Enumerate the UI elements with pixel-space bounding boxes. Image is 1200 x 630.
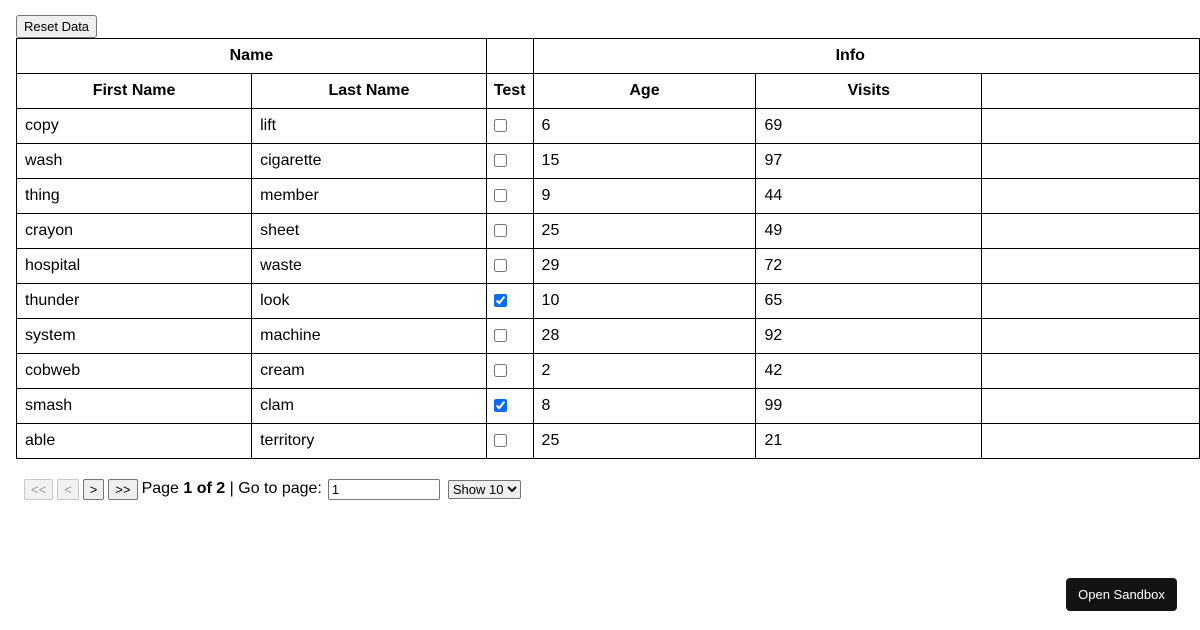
cell-overflow [982, 424, 1200, 459]
cell-last-name: waste [252, 249, 487, 284]
table-row [17, 214, 1200, 249]
column-header-row [17, 74, 1200, 109]
cell-test [486, 424, 533, 459]
test-checkbox[interactable] [494, 434, 507, 447]
cell-visits: 65 [756, 284, 982, 319]
cell-test [486, 144, 533, 179]
test-checkbox[interactable] [494, 399, 507, 412]
column-header-age: Age [533, 74, 756, 109]
cell-visits: 72 [756, 249, 982, 284]
cell-test [486, 109, 533, 144]
group-header-name: Name [17, 39, 487, 74]
cell-first-name: thunder [17, 284, 252, 319]
cell-visits: 69 [756, 109, 982, 144]
cell-visits: 97 [756, 144, 982, 179]
table-row [17, 354, 1200, 389]
page-prefix: Page [141, 480, 179, 497]
cell-first-name: smash [17, 389, 252, 424]
cell-last-name: cream [252, 354, 487, 389]
cell-age: 9 [533, 179, 756, 214]
cell-first-name: able [17, 424, 252, 459]
group-header-blank [486, 39, 533, 74]
table-row [17, 249, 1200, 284]
cell-age: 8 [533, 389, 756, 424]
cell-age: 25 [533, 214, 756, 249]
cell-last-name: cigarette [252, 144, 487, 179]
cell-first-name: hospital [17, 249, 252, 284]
table-row [17, 319, 1200, 354]
page-size-select[interactable] [448, 480, 521, 499]
column-header-overflow [982, 74, 1200, 109]
cell-age: 25 [533, 424, 756, 459]
column-header-test: Test [486, 74, 533, 109]
cell-first-name: crayon [17, 214, 252, 249]
last-page-button[interactable]: >> [108, 479, 137, 500]
cell-age: 6 [533, 109, 756, 144]
open-sandbox-button[interactable]: Open Sandbox [1066, 578, 1177, 611]
cell-last-name: member [252, 179, 487, 214]
column-header-last-name: Last Name [252, 74, 487, 109]
table-row [17, 144, 1200, 179]
table-row [17, 284, 1200, 319]
cell-age: 2 [533, 354, 756, 389]
pagination [24, 478, 521, 500]
cell-age: 28 [533, 319, 756, 354]
cell-last-name: sheet [252, 214, 487, 249]
test-checkbox[interactable] [494, 364, 507, 377]
cell-first-name: copy [17, 109, 252, 144]
cell-visits: 42 [756, 354, 982, 389]
goto-label: | Go to page: [229, 480, 322, 497]
test-checkbox[interactable] [494, 189, 507, 202]
table-body [17, 109, 1200, 459]
column-header-first-name: First Name [17, 74, 252, 109]
cell-overflow [982, 389, 1200, 424]
cell-overflow [982, 214, 1200, 249]
first-page-button[interactable]: << [24, 479, 53, 500]
cell-last-name: lift [252, 109, 487, 144]
cell-age: 29 [533, 249, 756, 284]
table-row [17, 109, 1200, 144]
cell-test [486, 249, 533, 284]
cell-overflow [982, 284, 1200, 319]
cell-overflow [982, 179, 1200, 214]
current-page: 1 [183, 480, 193, 497]
cell-test [486, 179, 533, 214]
page-indicator [142, 480, 322, 498]
page-total: of 2 [196, 480, 226, 497]
cell-visits: 92 [756, 319, 982, 354]
test-checkbox[interactable] [494, 329, 507, 342]
cell-test [486, 319, 533, 354]
cell-age: 15 [533, 144, 756, 179]
cell-visits: 44 [756, 179, 982, 214]
goto-page-input[interactable] [328, 479, 440, 500]
cell-test [486, 214, 533, 249]
cell-first-name: system [17, 319, 252, 354]
cell-last-name: clam [252, 389, 487, 424]
group-header-info-label: Info [835, 47, 865, 64]
table-row [17, 389, 1200, 424]
cell-overflow [982, 319, 1200, 354]
test-checkbox[interactable] [494, 259, 507, 272]
table-row [17, 179, 1200, 214]
cell-last-name: territory [252, 424, 487, 459]
data-table [16, 38, 1200, 459]
test-checkbox[interactable] [494, 224, 507, 237]
cell-test [486, 389, 533, 424]
next-page-button[interactable]: > [83, 479, 105, 500]
cell-last-name: machine [252, 319, 487, 354]
test-checkbox[interactable] [494, 154, 507, 167]
cell-overflow [982, 354, 1200, 389]
column-header-visits: Visits [756, 74, 982, 109]
cell-first-name: wash [17, 144, 252, 179]
test-checkbox[interactable] [494, 119, 507, 132]
cell-overflow [982, 144, 1200, 179]
test-checkbox[interactable] [494, 294, 507, 307]
cell-overflow [982, 249, 1200, 284]
cell-first-name: thing [17, 179, 252, 214]
cell-test [486, 284, 533, 319]
cell-age: 10 [533, 284, 756, 319]
group-header-info [533, 39, 1199, 74]
cell-visits: 49 [756, 214, 982, 249]
cell-overflow [982, 109, 1200, 144]
cell-first-name: cobweb [17, 354, 252, 389]
table-row [17, 424, 1200, 459]
cell-last-name: look [252, 284, 487, 319]
cell-visits: 99 [756, 389, 982, 424]
cell-test [486, 354, 533, 389]
reset-data-button[interactable]: Reset Data [16, 15, 97, 38]
cell-visits: 21 [756, 424, 982, 459]
previous-page-button[interactable]: < [57, 479, 79, 500]
group-header-row [17, 39, 1200, 74]
